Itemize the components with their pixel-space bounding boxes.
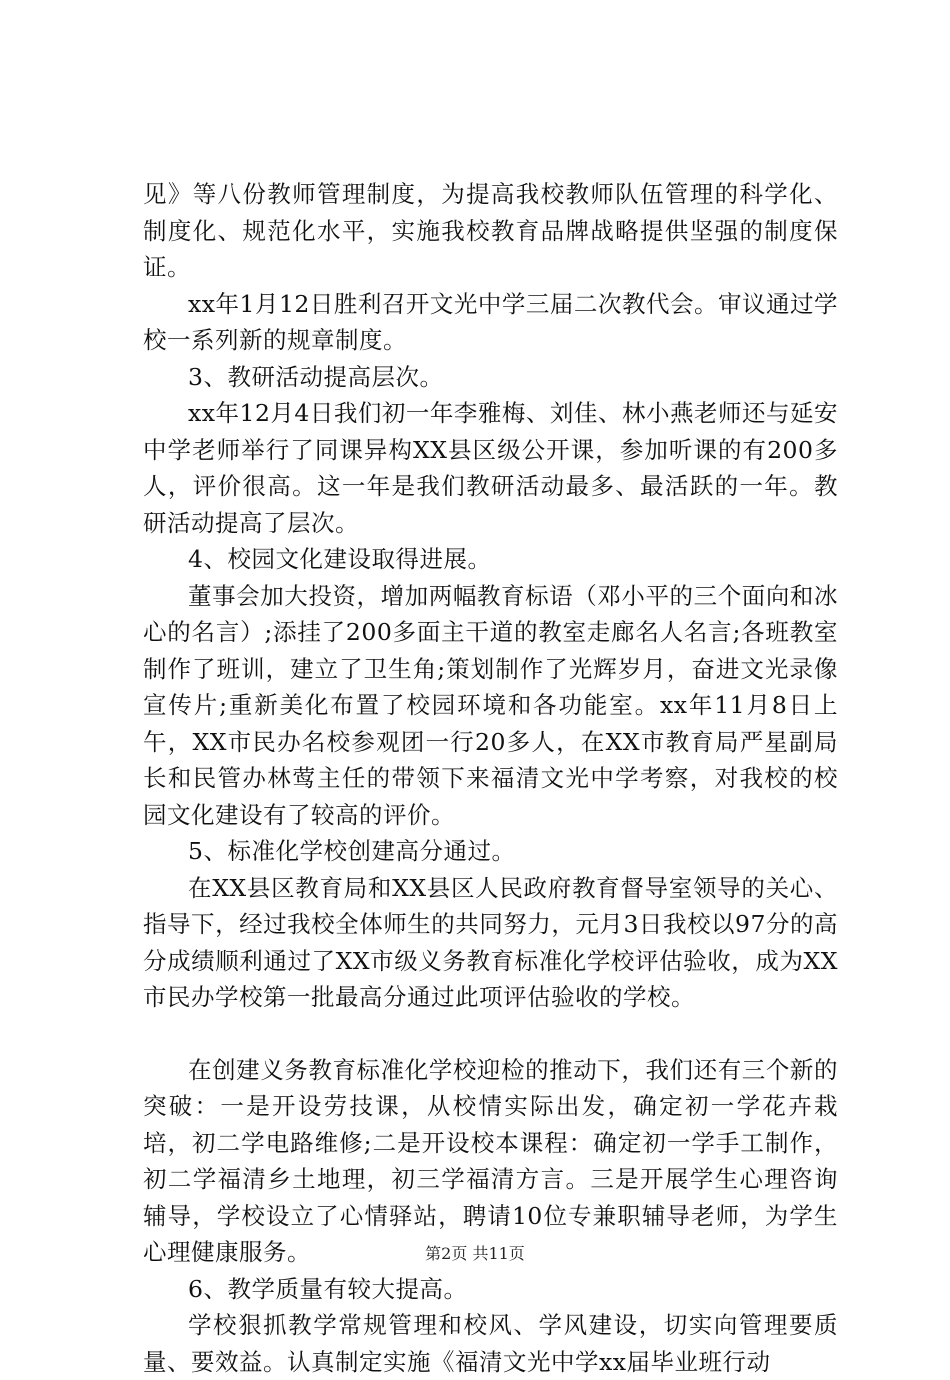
paragraph-9: 在创建义务教育标准化学校迎检的推动下，我们还有三个新的突破：一是开设劳技课，从校情实际出发，确定初一学花卉栽培，初二学电路维修;二是开设校本课程：确定初一学手工制作，初二学福清乡土地理，初三学福清方言。三是开展学生心理咨询辅导，学校设立了心情驿站，聘请10位专兼职辅导老师，为学生心理健康服务。 <box>143 1055 838 1266</box>
paragraph-4: xx年12月4日我们初一年李雅梅、刘佳、林小燕老师还与延安中学老师举行了同课异构XX县区级公开课，参加听课的有200多人，评价很高。这一年是我们教研活动最多、最活跃的一年。教研活动提高了层次。 <box>143 399 838 537</box>
document-body <box>143 176 838 1380</box>
paragraph-6: 董事会加大投资，增加两幅教育标语（邓小平的三个面向和冰心的名言）;添挂了200多面主干道的教室走廊名人名言;各班教室制作了班训，建立了卫生角;策划制作了光辉岁月，奋进文光录像宣传片;重新美化布置了校园环境和各功能室。xx年11月8日上午，XX市民办名校参观团一行20多人，在XX市教育局严星副局长和民管办林莺主任的带领下来福清文光中学考察，对我校的校园文化建设有了较高的评价。 <box>143 581 838 829</box>
section-heading-5: 5、标准化学校创建高分通过。 <box>188 837 516 865</box>
paragraph-11: 学校狠抓教学常规管理和校风、学风建设，切实向管理要质量、要效益。认真制定实施《福清文光中学xx届毕业班行动 <box>143 1311 838 1376</box>
paragraph-1: 见》等八份教师管理制度，为提高我校教师队伍管理的科学化、制度化、规范化水平，实施我校教育品牌战略提供坚强的制度保证。 <box>143 180 838 281</box>
section-heading-3: 3、教研活动提高层次。 <box>188 362 444 391</box>
page-number-footer: 第2页 共11页 <box>425 1244 525 1263</box>
paragraph-8: 在XX县区教育局和XX县区人民政府教育督导室领导的关心、指导下，经过我校全体师生的共同努力，元月3日我校以97分的高分成绩顺利通过了XX市级义务教育标准化学校评估验收，成为XX市民办学校第一批最高分通过此项评估验收的学校。 <box>143 873 838 1011</box>
section-heading-6: 6、教学质量有较大提高。 <box>188 1274 468 1303</box>
paragraph-2: xx年1月12日胜利召开文光中学三届二次教代会。审议通过学校一系列新的规章制度。 <box>143 289 838 354</box>
section-heading-4: 4、校园文化建设取得进展。 <box>188 545 492 573</box>
